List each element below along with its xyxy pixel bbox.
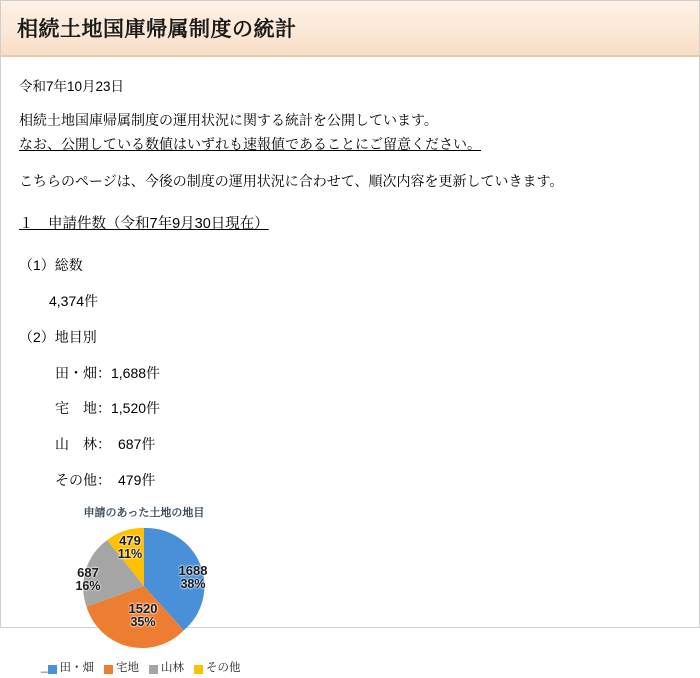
pie-label-takuchi: 1520 35%	[128, 601, 158, 629]
subsection-2-heading: （2）地目別	[19, 328, 97, 345]
legend-swatch-icon	[104, 665, 113, 674]
land-type-item: 山 林： 687件	[55, 435, 156, 452]
legend-swatch-icon	[48, 665, 57, 674]
page-title: 相続土地国庫帰属制度の統計	[17, 18, 297, 41]
spacer	[19, 195, 681, 213]
legend-item-takuchi	[104, 660, 139, 678]
publication-date: 令和7年10月23日	[19, 79, 125, 94]
intro-paragraph-1: 相続土地国庫帰属制度の運用状況に関する統計を公開しています。	[19, 111, 438, 128]
land-type-item: その他： 479件	[55, 471, 156, 488]
legend-swatch-icon	[194, 665, 203, 674]
land-type-item: 宅 地：1,520件	[55, 400, 161, 417]
legend-label: 田・畑	[59, 662, 94, 675]
document-content	[1, 57, 699, 678]
section-1-heading: １ 申請件数（令和7年9月30日現在）	[19, 215, 269, 232]
legend-label: その他	[206, 662, 241, 675]
land-type-item: 田・畑：1,688件	[55, 364, 161, 381]
legend-item-sonota	[194, 660, 241, 678]
legend-label: 宅地	[116, 662, 139, 675]
legend-label: 山林	[161, 662, 184, 675]
subsection-1-heading: （1）総数	[19, 257, 83, 274]
chart-legend	[39, 660, 249, 678]
legend-item-sanrin	[149, 660, 184, 678]
chart-title: 申請のあった土地の地目	[83, 507, 205, 520]
chart-dash-mark: _	[41, 658, 48, 673]
page-title-bar	[1, 1, 699, 57]
chart-plot-area	[44, 524, 244, 654]
pie-label-tahata: 1688 38%	[178, 563, 208, 591]
total-count-value: 4,374件	[49, 293, 99, 310]
pie-chart	[39, 505, 249, 678]
intro-paragraph-3: こちらのページは、今後の制度の運用状況に合わせて、順次内容を更新していきます。	[19, 173, 564, 190]
legend-swatch-icon	[149, 665, 158, 674]
pie-label-sonota: 479 11%	[117, 533, 143, 561]
intro-paragraph-2: なお、公開している数値はいずれも速報値であることにご留意ください。	[19, 135, 481, 152]
legend-item-tahata	[48, 660, 95, 678]
pie-label-sanrin: 687 16%	[75, 565, 101, 593]
spacer	[19, 157, 681, 171]
